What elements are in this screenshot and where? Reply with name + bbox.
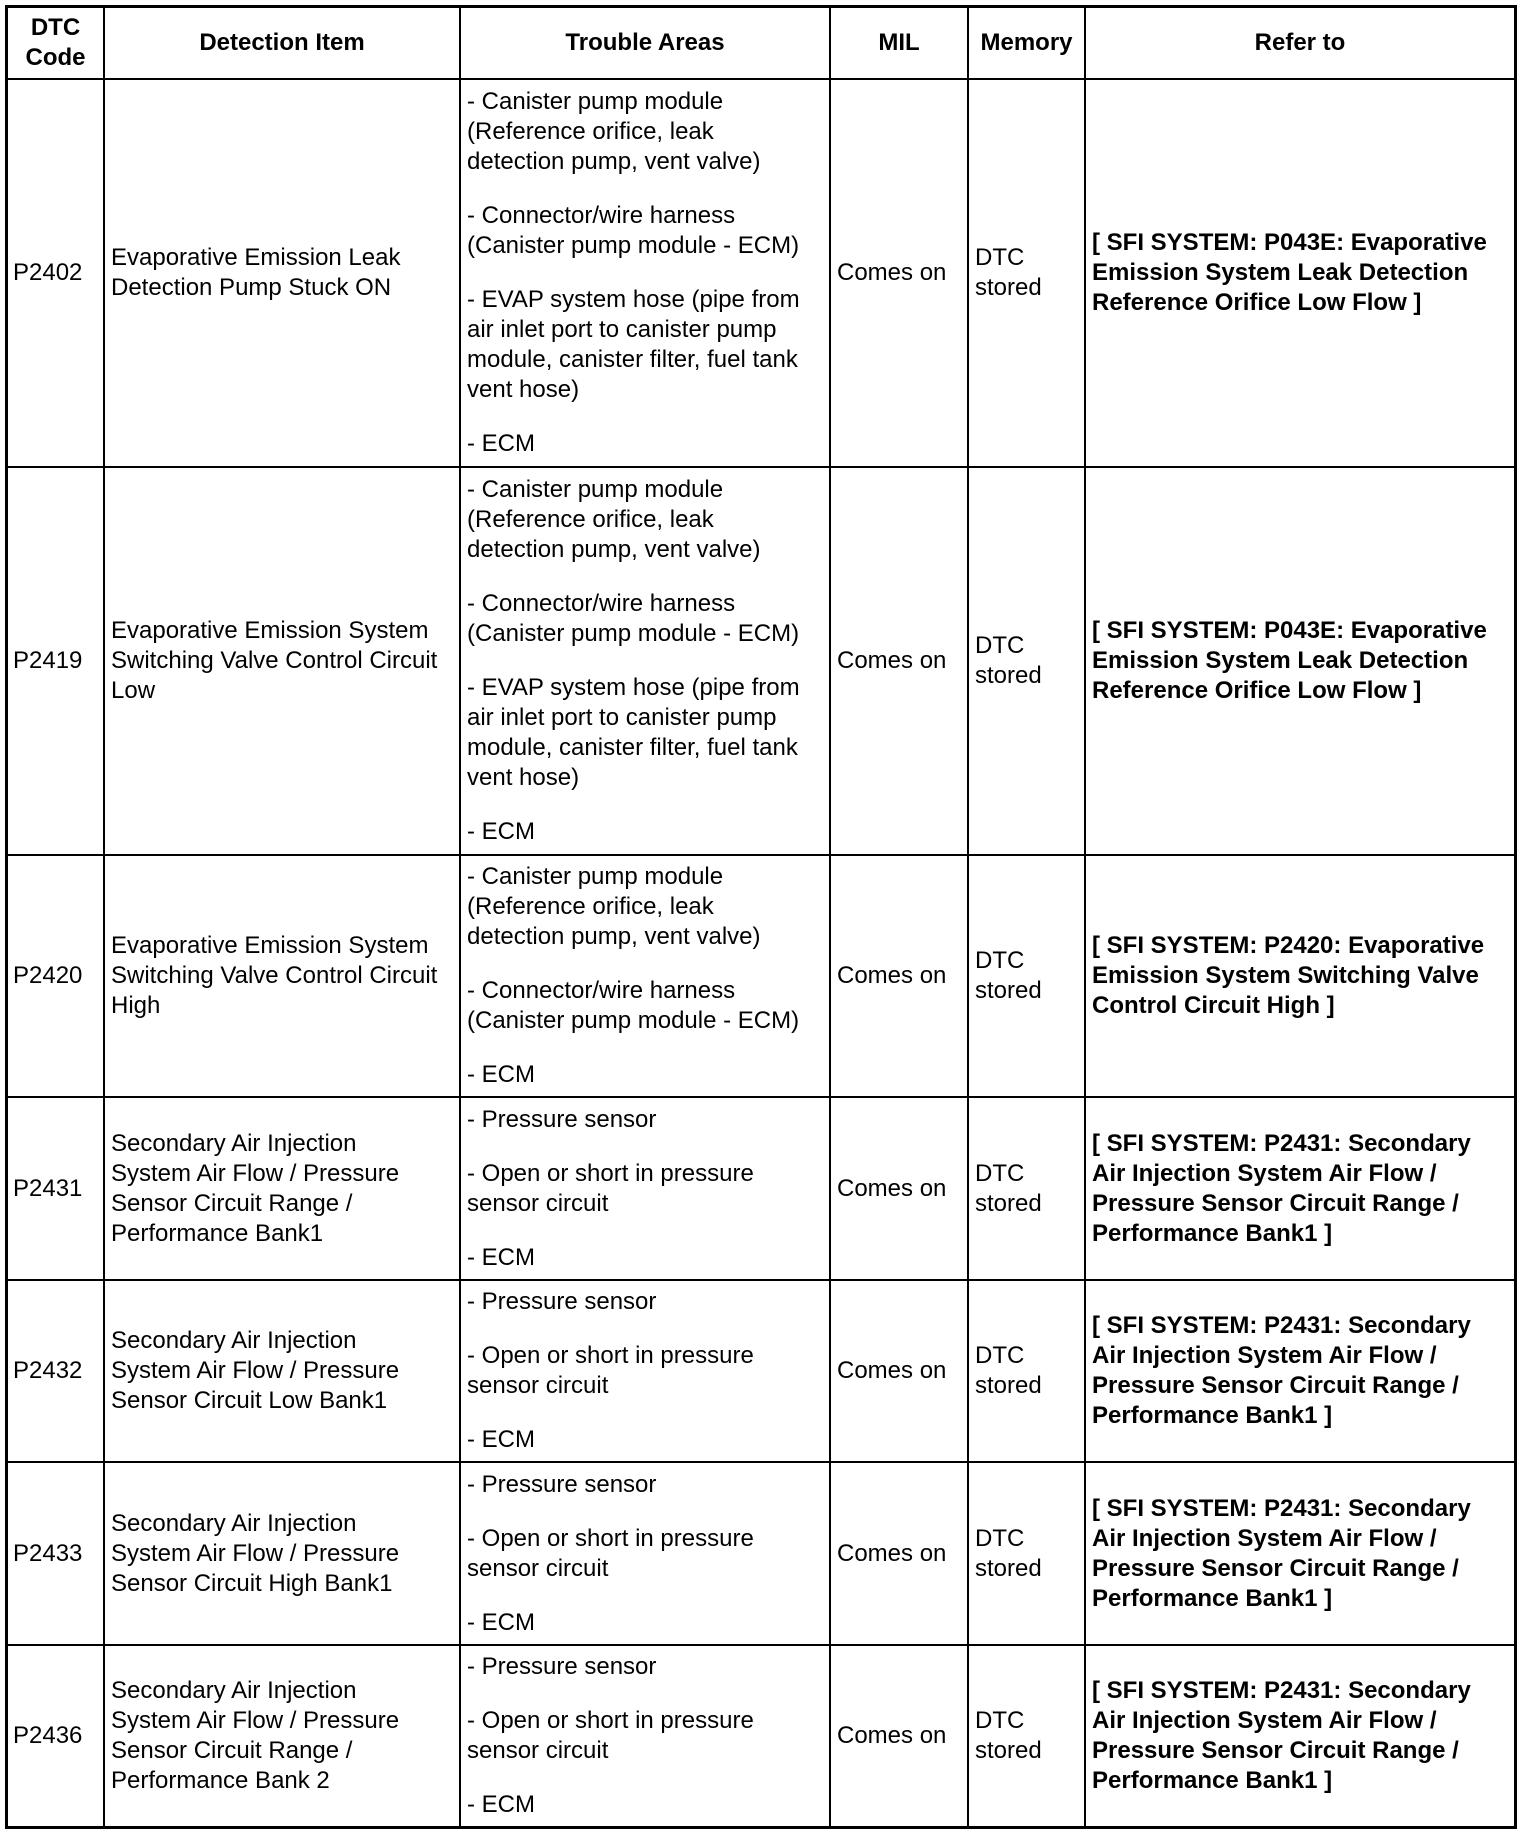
trouble-area-item: - Connector/wire harness (Canister pump module - ECM) bbox=[467, 590, 800, 647]
header-dtc-code bbox=[8, 8, 103, 78]
detection-item-text: Secondary Air Injection System Air Flow / Pressure Sensor Circuit Range / Performance Bank 2 bbox=[111, 1677, 400, 1794]
memory-cell bbox=[969, 468, 1084, 854]
detection-item-cell bbox=[105, 856, 459, 1096]
refer-to-cell bbox=[1086, 468, 1514, 854]
trouble-areas-cell bbox=[461, 856, 829, 1096]
mil-status: Comes on bbox=[837, 962, 947, 989]
header-label: Memory bbox=[980, 29, 1073, 56]
trouble-area-item: - Connector/wire harness (Canister pump module - ECM) bbox=[467, 977, 800, 1034]
refer-to-cell bbox=[1086, 1463, 1514, 1644]
detection-item-text: Secondary Air Injection System Air Flow / Pressure Sensor Circuit Low Bank1 bbox=[111, 1327, 400, 1414]
memory-cell bbox=[969, 856, 1084, 1096]
trouble-area-item: - Pressure sensor bbox=[467, 1653, 657, 1680]
trouble-areas-cell bbox=[461, 80, 829, 466]
header-label: Detection Item bbox=[199, 29, 365, 56]
trouble-areas-cell bbox=[461, 1463, 829, 1644]
mil-cell bbox=[831, 856, 967, 1096]
mil-status: Comes on bbox=[837, 1539, 947, 1567]
dtc-code-cell bbox=[8, 468, 103, 854]
trouble-area-item: - Canister pump module (Reference orifice, leak detection pump, vent valve) bbox=[467, 863, 761, 950]
trouble-area-item: - Open or short in pressure sensor circuit bbox=[467, 1524, 754, 1582]
trouble-area-item: - Open or short in pressure sensor circuit bbox=[467, 1342, 754, 1399]
mil-status: Comes on bbox=[837, 647, 947, 674]
refer-to-link[interactable]: [ SFI SYSTEM: P043E: Evaporative Emission System Leak Detection Reference Orifice Low Flow ] bbox=[1092, 617, 1487, 704]
trouble-area-item: - Canister pump module (Reference orifice, leak detection pump, vent valve) bbox=[467, 476, 761, 563]
memory-cell bbox=[969, 1281, 1084, 1461]
dtc-code-cell bbox=[8, 80, 103, 466]
dtc-code: P2431 bbox=[13, 1174, 83, 1202]
trouble-area-item: - EVAP system hose (pipe from air inlet port to canister pump module, canister filter, fuel tank vent hose) bbox=[467, 674, 800, 791]
dtc-code: P2419 bbox=[13, 647, 83, 674]
dtc-code: P2402 bbox=[13, 259, 83, 286]
mil-cell bbox=[831, 1281, 967, 1461]
refer-to-link[interactable]: [ SFI SYSTEM: P043E: Evaporative Emission System Leak Detection Reference Orifice Low Flow ] bbox=[1092, 229, 1487, 316]
trouble-area-item: - Pressure sensor bbox=[467, 1105, 657, 1133]
refer-to-link[interactable]: [ SFI SYSTEM: P2431: Secondary Air Injection System Air Flow / Pressure Sensor Circuit Range / Performance Bank1 ] bbox=[1092, 1494, 1471, 1612]
dtc-code-cell bbox=[8, 1463, 103, 1644]
mil-cell bbox=[831, 1098, 967, 1279]
mil-status: Comes on bbox=[837, 1174, 947, 1202]
trouble-area-item: - ECM bbox=[467, 1061, 535, 1088]
refer-to-cell bbox=[1086, 1098, 1514, 1279]
refer-to-link[interactable]: [ SFI SYSTEM: P2420: Evaporative Emission System Switching Valve Control Circuit High ] bbox=[1092, 932, 1485, 1019]
memory-cell bbox=[969, 1463, 1084, 1644]
trouble-area-item: - ECM bbox=[467, 1791, 535, 1818]
trouble-areas-cell bbox=[461, 1281, 829, 1461]
mil-cell bbox=[831, 1646, 967, 1826]
trouble-area-item: - Pressure sensor bbox=[467, 1470, 657, 1498]
trouble-area-item: - ECM bbox=[467, 1608, 535, 1636]
trouble-area-item: - Open or short in pressure sensor circuit bbox=[467, 1159, 754, 1217]
detection-item-cell bbox=[105, 1646, 459, 1826]
trouble-area-item: - ECM bbox=[467, 430, 535, 457]
detection-item-text: Secondary Air Injection System Air Flow / Pressure Sensor Circuit High Bank1 bbox=[111, 1509, 400, 1597]
header-detection-item bbox=[105, 8, 459, 78]
dtc-code: P2436 bbox=[13, 1722, 83, 1749]
memory-status: DTC stored bbox=[975, 1342, 1042, 1399]
refer-to-link[interactable]: [ SFI SYSTEM: P2431: Secondary Air Injection System Air Flow / Pressure Sensor Circuit Range / Performance Bank1 ] bbox=[1092, 1312, 1471, 1429]
header-label: Refer to bbox=[1254, 29, 1346, 56]
memory-cell bbox=[969, 1646, 1084, 1826]
trouble-area-item: - Canister pump module (Reference orifice, leak detection pump, vent valve) bbox=[467, 88, 761, 175]
detection-item-cell bbox=[105, 1098, 459, 1279]
mil-status: Comes on bbox=[837, 1722, 947, 1749]
memory-status: DTC stored bbox=[975, 1707, 1042, 1764]
refer-to-cell bbox=[1086, 1646, 1514, 1826]
memory-status: DTC stored bbox=[975, 947, 1042, 1004]
dtc-code-cell bbox=[8, 1646, 103, 1826]
trouble-area-item: - ECM bbox=[467, 818, 535, 845]
mil-status: Comes on bbox=[837, 259, 947, 286]
trouble-area-item: - Connector/wire harness (Canister pump module - ECM) bbox=[467, 202, 800, 259]
detection-item-text: Secondary Air Injection System Air Flow / Pressure Sensor Circuit Range / Performance Bank1 bbox=[111, 1129, 400, 1247]
header-label: Trouble Areas bbox=[565, 29, 725, 56]
refer-to-cell bbox=[1086, 1281, 1514, 1461]
memory-status: DTC stored bbox=[975, 1524, 1042, 1582]
header-refer-to bbox=[1086, 8, 1514, 78]
trouble-area-item: - ECM bbox=[467, 1426, 535, 1453]
detection-item-text: Evaporative Emission System Switching Valve Control Circuit High bbox=[111, 932, 438, 1019]
trouble-area-item: - EVAP system hose (pipe from air inlet port to canister pump module, canister filter, fuel tank vent hose) bbox=[467, 286, 800, 403]
header-label: DTC Code bbox=[25, 14, 86, 71]
memory-status: DTC stored bbox=[975, 632, 1042, 689]
refer-to-link[interactable]: [ SFI SYSTEM: P2431: Secondary Air Injection System Air Flow / Pressure Sensor Circuit Range / Performance Bank1 ] bbox=[1092, 1677, 1471, 1794]
trouble-areas-cell bbox=[461, 1646, 829, 1826]
mil-cell bbox=[831, 80, 967, 466]
header-label: MIL bbox=[878, 29, 920, 56]
mil-cell bbox=[831, 468, 967, 854]
trouble-area-item: - ECM bbox=[467, 1243, 535, 1271]
memory-cell bbox=[969, 1098, 1084, 1279]
memory-status: DTC stored bbox=[975, 1159, 1042, 1217]
header-memory bbox=[969, 8, 1084, 78]
detection-item-cell bbox=[105, 80, 459, 466]
trouble-areas-cell bbox=[461, 1098, 829, 1279]
detection-item-text: Evaporative Emission Leak Detection Pump Stuck ON bbox=[111, 244, 401, 301]
header-mil bbox=[831, 8, 967, 78]
detection-item-text: Evaporative Emission System Switching Valve Control Circuit Low bbox=[111, 617, 438, 704]
trouble-areas-cell bbox=[461, 468, 829, 854]
header-trouble-areas bbox=[461, 8, 829, 78]
dtc-table bbox=[5, 5, 1517, 1829]
trouble-area-item: - Open or short in pressure sensor circuit bbox=[467, 1707, 754, 1764]
memory-status: DTC stored bbox=[975, 244, 1042, 301]
dtc-code: P2420 bbox=[13, 962, 83, 989]
trouble-area-item: - Pressure sensor bbox=[467, 1288, 657, 1315]
detection-item-cell bbox=[105, 1281, 459, 1461]
dtc-code-cell bbox=[8, 1098, 103, 1279]
dtc-code: P2432 bbox=[13, 1357, 83, 1384]
dtc-code-cell bbox=[8, 856, 103, 1096]
refer-to-cell bbox=[1086, 80, 1514, 466]
dtc-code-cell bbox=[8, 1281, 103, 1461]
refer-to-cell bbox=[1086, 856, 1514, 1096]
detection-item-cell bbox=[105, 468, 459, 854]
refer-to-link[interactable]: [ SFI SYSTEM: P2431: Secondary Air Injection System Air Flow / Pressure Sensor Circuit Range / Performance Bank1 ] bbox=[1092, 1129, 1471, 1247]
memory-cell bbox=[969, 80, 1084, 466]
mil-status: Comes on bbox=[837, 1357, 947, 1384]
mil-cell bbox=[831, 1463, 967, 1644]
dtc-code: P2433 bbox=[13, 1539, 83, 1567]
detection-item-cell bbox=[105, 1463, 459, 1644]
